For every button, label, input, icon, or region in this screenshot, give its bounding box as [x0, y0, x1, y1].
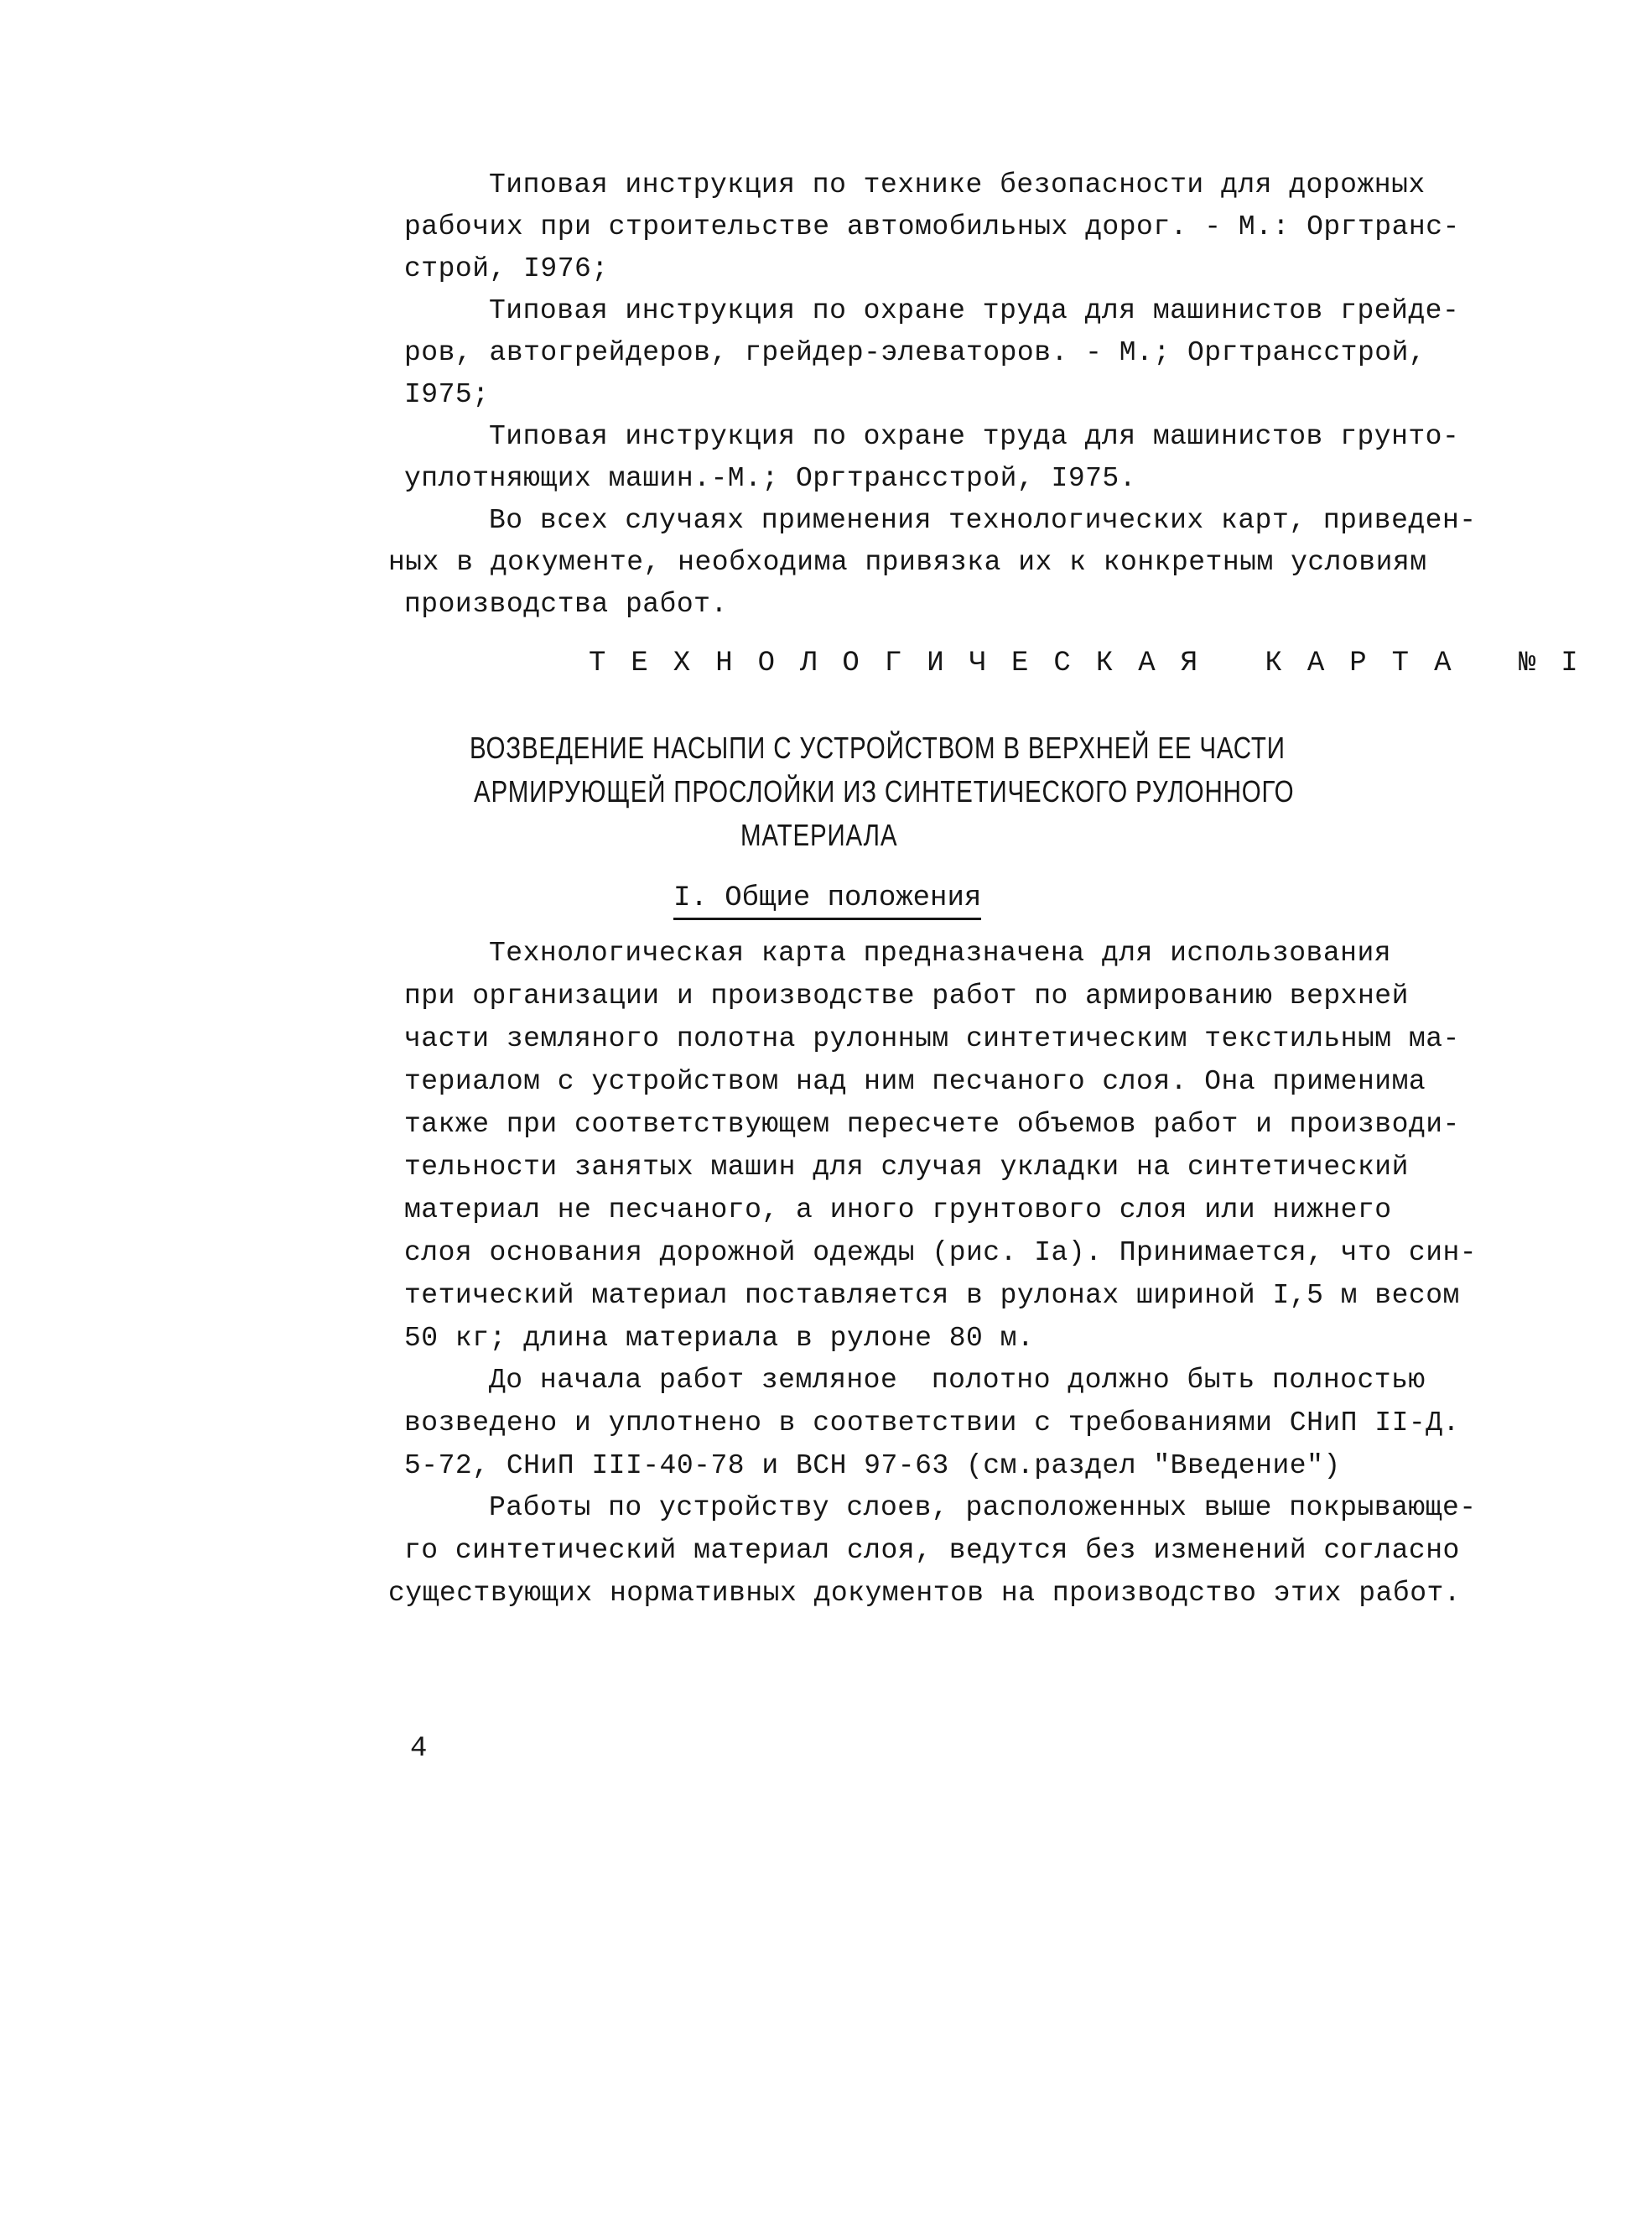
card-title-line: ВОЗВЕДЕНИЕ НАСЫПИ С УСТРОЙСТВОМ В ВЕРХНЕЙ ЕЕ ЧАСТИ — [470, 731, 1286, 765]
text-line: рабочих при строительстве автомобильных дорог. - М.: Оргтранс- — [404, 211, 1460, 242]
text-line: части земляного полотна рулонным синтетическим текстильным ма- — [404, 1023, 1460, 1054]
text-line: I975; — [404, 379, 490, 410]
text-line: слоя основания дорожной одежды (рис. Iа). Принимается, что син- — [404, 1237, 1478, 1268]
text-line: 50 кг; длина материала в рулоне 80 м. — [404, 1323, 1035, 1354]
text-line: Типовая инструкция по охране труда для машинистов грунто- — [489, 421, 1460, 452]
page-number: 4 — [410, 1733, 428, 1765]
text-line: материал не песчаного, а иного грунтового слоя или нижнего — [404, 1194, 1392, 1225]
text-line: Типовая инструкция по технике безопасности для дорожных — [489, 169, 1426, 200]
text-line: Работы по устройству слоев, расположенных выше покрывающе- — [489, 1492, 1477, 1523]
section-heading: I. Общие положения — [673, 882, 981, 920]
text-line: также при соответствующем пересчете объемов работ и производи- — [404, 1109, 1460, 1140]
text-line: 5-72, СНиП III-40-78 и ВСН 97-63 (см.раздел "Введение") — [404, 1450, 1341, 1481]
text-line: Технологическая карта предназначена для использования — [489, 938, 1392, 969]
text-line: До начала работ земляное полотно должно быть полностью — [489, 1365, 1426, 1396]
text-line: возведено и уплотнено в соответствии с требованиями СНиП II-Д. — [404, 1407, 1460, 1438]
text-line: уплотняющих машин.-М.; Оргтрансстрой, I975. — [404, 463, 1137, 494]
card-heading: ТЕХНОЛОГИЧЕСКАЯ КАРТА №I — [589, 648, 1603, 679]
text-line: тельности занятых машин для случая укладки на синтетический — [404, 1152, 1409, 1183]
text-line: строй, I976; — [404, 253, 609, 284]
text-line: тетический материал поставляется в рулонах шириной I,5 м весом — [404, 1280, 1460, 1311]
text-line: производства работ. — [404, 589, 728, 620]
text-line: териалом с устройством над ним песчаного слоя. Она применима — [404, 1066, 1426, 1097]
text-line: существующих нормативных документов на производство этих работ. — [388, 1578, 1462, 1609]
text-line: го синтетический материал слоя, ведутся без изменений согласно — [404, 1535, 1460, 1566]
text-line: ров, автогрейдеров, грейдер-элеваторов. - М.; Оргтрансстрой, — [404, 337, 1426, 368]
card-title-line: АРМИРУЮЩЕЙ ПРОСЛОЙКИ ИЗ СИНТЕТИЧЕСКОГО РУЛОННОГО — [474, 774, 1295, 809]
text-line: Во всех случаях применения технологических карт, приведен- — [489, 505, 1477, 536]
card-title-line: МАТЕРИАЛА — [740, 818, 898, 852]
text-line: ных в документе, необходима привязка их к конкретным условиям — [388, 547, 1427, 578]
text-line: Типовая инструкция по охране труда для машинистов грейде- — [489, 295, 1460, 326]
text-line: при организации и производстве работ по армированию верхней — [404, 981, 1409, 1012]
